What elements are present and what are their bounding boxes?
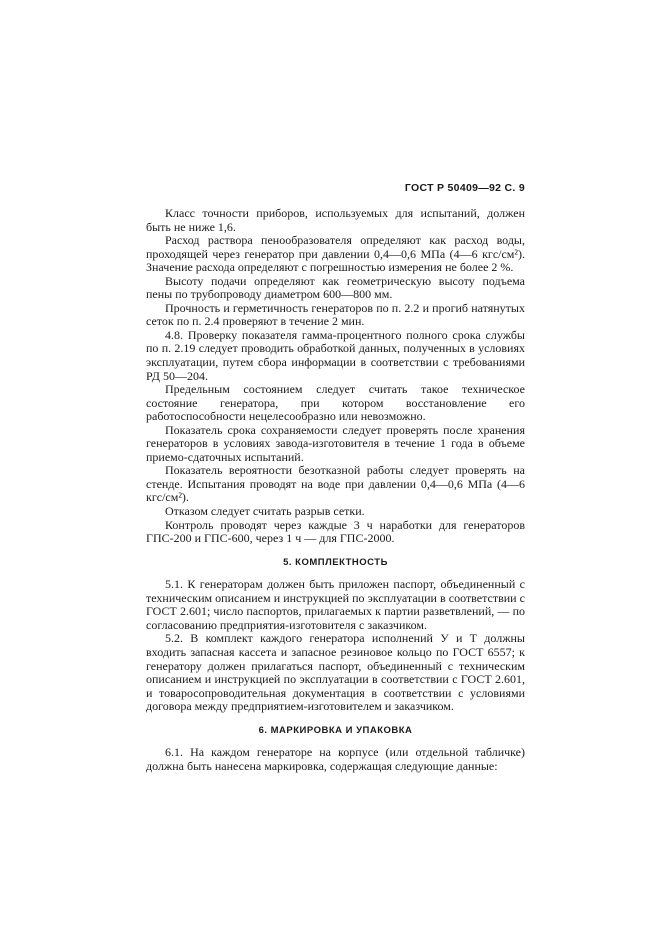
section-heading-marking: 6. МАРКИРОВКА И УПАКОВКА xyxy=(258,724,413,736)
paragraph: Контроль проводят через каждые 3 ч наработки для генераторов ГПС-200 и ГПС-600, через 1 ч — для ГПС-2000. xyxy=(146,517,525,546)
paragraph: Показатель срока сохраняемости следует проверять после хранения генераторов в условиях завода-изготовителя в течение 1 года в объеме приемо-сдаточных испытаний. xyxy=(146,422,525,464)
paragraph: 4.8. Проверку показателя гамма-процентного полного срока службы по п. 2.19 следует проводить обработкой данных, полученных в условиях эксплуатации, путем сбора информации в соответствии с требованиями РД 50—204. xyxy=(146,327,525,383)
paragraph: Высоту подачи определяют как геометрическую высоту подъема пены по трубопроводу диаметром 600—800 мм. xyxy=(146,273,525,302)
page-header: ГОСТ Р 50409—92 С. 9 xyxy=(404,182,525,194)
paragraph: Класс точности приборов, используемых для испытаний, должен быть не ниже 1,6. xyxy=(146,206,525,234)
document-body xyxy=(146,207,525,773)
paragraph: Прочность и герметичность генераторов по п. 2.2 и прогиб натянутых сеток по п. 2.4 проверяют в течение 2 мин. xyxy=(146,300,525,329)
paragraph: Показатель вероятности безотказной работы следует проверять на стенде. Испытания проводят на воде при давлении 0,4—0,6 МПа (4—6 кгс/см²). xyxy=(146,463,525,505)
paragraph: Предельным состоянием следует считать такое техническое состояние генератора, при котором восстановление его работоспособности нецелесообразно или невозможно. xyxy=(146,382,525,424)
paragraph: 6.1. На каждом генераторе на корпусе (или отдельной табличке) должна быть нанесена маркировка, содержащая следующие данные: xyxy=(146,745,525,773)
paragraph: 5.2. В комплект каждого генератора исполнений У и Т должны входить запасная кассета и запасное резиновое кольцо по ГОСТ 6557; к генератору должен прилагаться паспорт, объединенный с техническим описанием и инструкцией по эксплуатации в соответствии с ГОСТ 2.601, и товаросопроводительная документация в соответствии с условиями договора между предприятием-изготовителем и заказчиком. xyxy=(146,631,525,714)
paragraph: 5.1. К генераторам должен быть приложен паспорт, объединенный с техническим описанием и инструкцией по эксплуатации в соответствии с ГОСТ 2.601; число паспортов, прилагаемых к партии разветвлений, — по согласованию предприятия-изготовителя с заказчиком. xyxy=(146,577,525,632)
paragraph: Отказом следует считать разрыв сетки. xyxy=(165,504,365,519)
section-heading-completeness: 5. КОМПЛЕКТНОСТЬ xyxy=(283,556,388,568)
paragraph: Расход раствора пенообразователя определяют как расход воды, проходящей через генератор при давлении 0,4—0,6 МПа (4—6 кгс/см²). Значение расхода определяют с погрешностью измерения не более 2 %. xyxy=(146,233,525,275)
